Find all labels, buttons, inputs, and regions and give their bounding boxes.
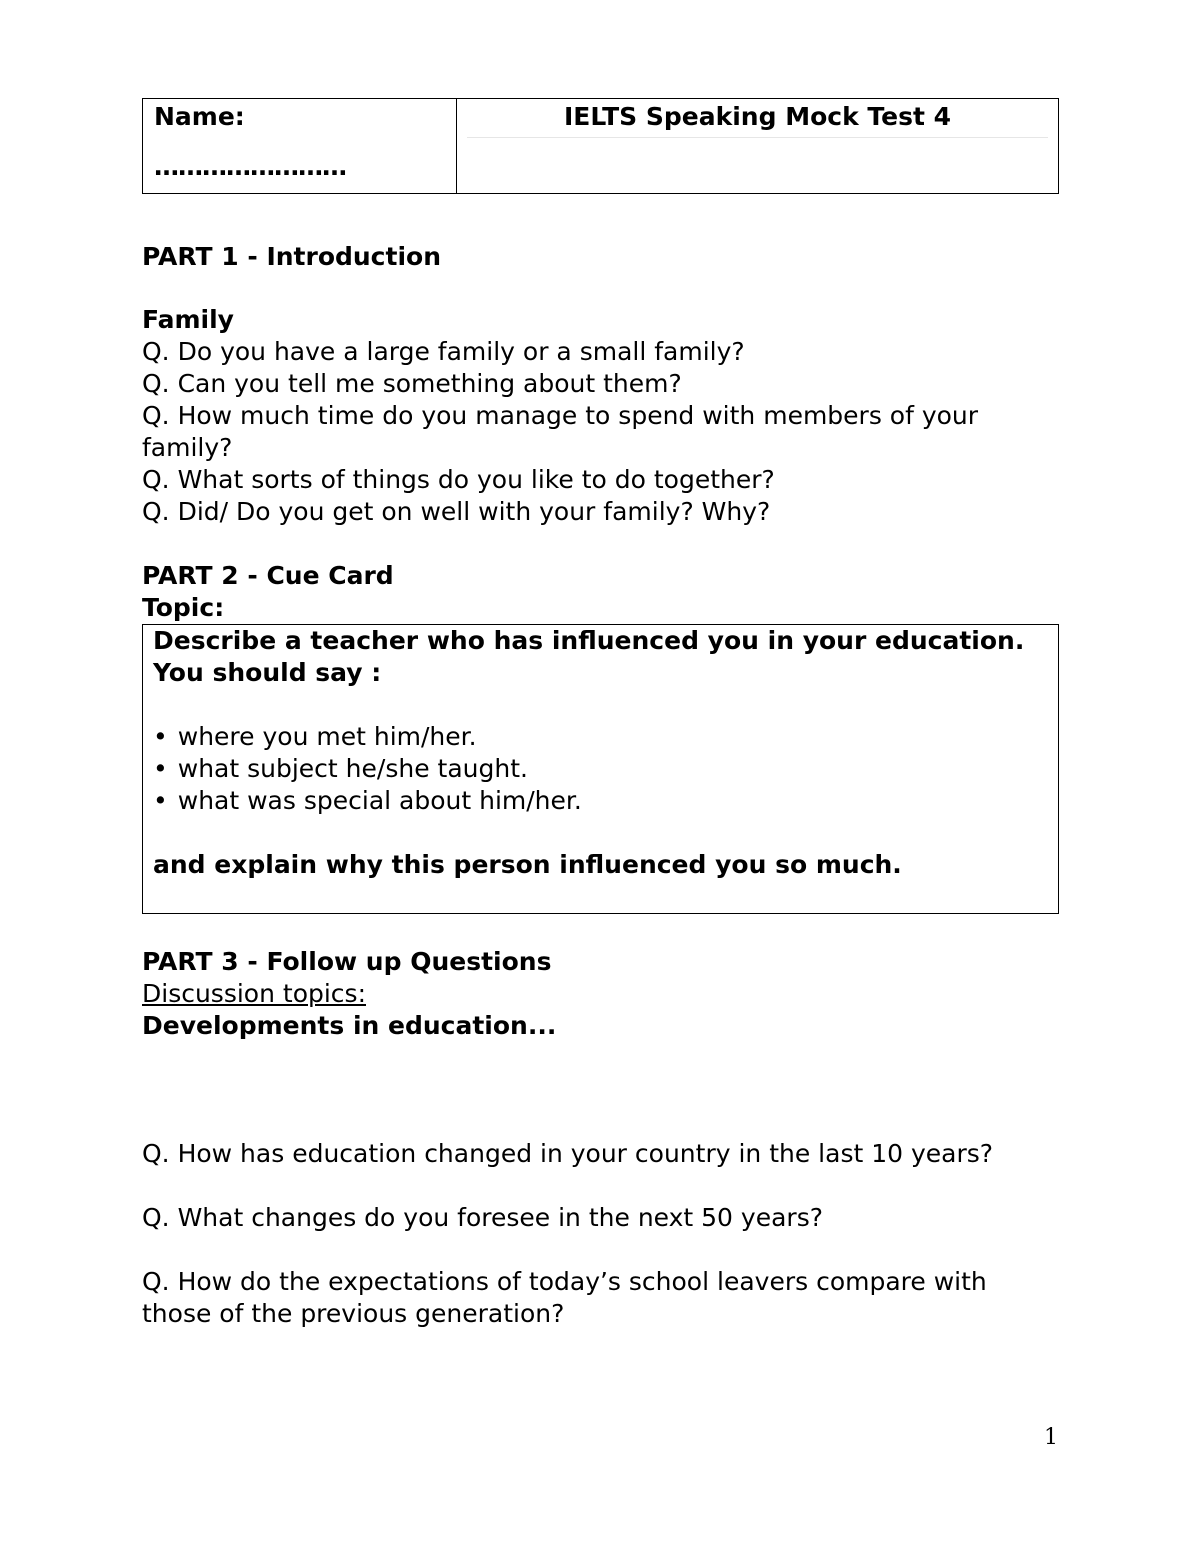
title-cell [457,99,1058,193]
name-blank: …………………… [154,152,346,181]
part1-topic: Family [142,305,234,334]
cue-card-box [142,624,1059,914]
part1-question: Q. Can you tell me something about them? [142,369,682,398]
cue-card-bullet: • what subject he/she taught. [153,753,1048,785]
cue-card-explain: and explain why this person influenced you so much. [153,850,902,879]
part2-topic-label: Topic: [142,593,225,622]
part3-title: PART 3 - Follow up Questions [142,947,552,976]
discussion-topics-label: Discussion topics: [142,979,366,1008]
name-label: Name: [154,102,245,131]
header-table [142,98,1059,194]
cue-card-bullets [153,721,1048,817]
part1-question: Q. How much time do you manage to spend with members of your family? [142,401,979,462]
page-number: 1 [1044,1425,1058,1450]
part3-question: Q. How has education changed in your country in the last 10 years? [142,1139,994,1168]
part3-topic: Developments in education... [142,1011,557,1040]
cue-card-title: Describe a teacher who has influenced you in your education. [153,626,1025,655]
part3-question: Q. How do the expectations of today’s school leavers compare with those of the previous generation? [142,1267,987,1328]
name-cell [143,99,457,193]
document-content [142,98,1059,1330]
part3-question: Q. What changes do you foresee in the next 50 years? [142,1203,823,1232]
part1-question: Q. Do you have a large family or a small family? [142,337,745,366]
cue-card-bullet: • where you met him/her. [153,721,1048,753]
part1-question: Q. Did/ Do you get on well with your family? Why? [142,497,771,526]
part1-title: PART 1 - Introduction [142,242,441,271]
test-title: IELTS Speaking Mock Test 4 [467,101,1048,138]
part2-title: PART 2 - Cue Card [142,561,394,590]
cue-card-bullet: • what was special about him/her. [153,785,1048,817]
part1-question: Q. What sorts of things do you like to do together? [142,465,775,494]
cue-card-should-say: You should say : [153,658,382,687]
